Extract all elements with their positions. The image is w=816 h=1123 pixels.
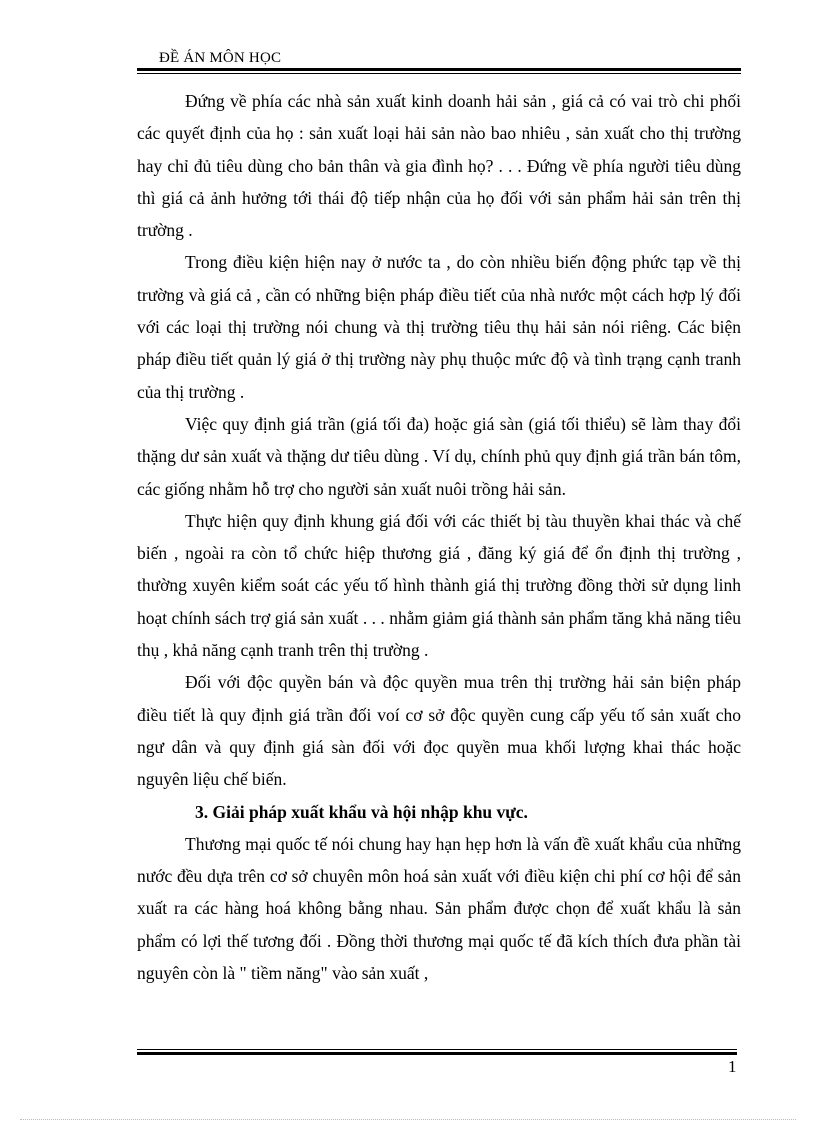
section-paragraph: Thương mại quốc tế nói chung hay hạn hẹp hơn là vấn đề xuất khẩu của những nước đều dựa trên cơ sở chuyên môn hoá sản xuất với điều kiện chi phí cơ hội để sản xuất ra các hàng hoá không bằng nhau. Sản phẩm được chọn để xuất khẩu là sản phẩm có lợi thế tương đối . Đồng thời thương mại quốc tế đã kích thích đưa phần tài nguyên còn là " tiềm năng" vào sản xuất ,: [137, 833, 741, 984]
header-rule-thick: [137, 68, 741, 71]
page-header-title: ĐỀ ÁN MÔN HỌC: [159, 50, 282, 66]
paragraph-3: Việc quy định giá trần (giá tối đa) hoặc giá sàn (giá tối thiểu) sẽ làm thay đổi thặng dư sản xuất và thặng dư tiêu dùng . Ví dụ, chính phủ quy định giá trần bán tôm, các giống nhằm hỗ trợ cho người sản xuất nuôi trồng hải sản.: [137, 413, 741, 499]
paragraph-1: Đứng về phía các nhà sản xuất kinh doanh hải sản , giá cả có vai trò chi phối các quyết định của họ : sản xuất loại hải sản nào bao nhiêu , sản xuất cho thị trường hay chỉ đủ tiêu dùng cho bản thân và gia đình họ? . . . Đứng về phía người tiêu dùng thì giá cả ảnh hưởng tới thái độ tiếp nhận của họ đối với sản phẩm hải sản trên thị trường .: [137, 91, 741, 241]
page-number: 1: [728, 1057, 737, 1076]
page-edge-divider: [20, 1119, 796, 1120]
paragraph-4: Thực hiện quy định khung giá đối với các thiết bị tàu thuyền khai thác và chế biến , ngoài ra còn tổ chức hiệp thương giá , đăng ký giá để ổn định thị trường , thường xuyên kiểm soát các yếu tố hình thành giá thị trường đồng thời sử dụng linh hoạt chính sách trợ giá sản xuất . . . nhằm giảm giá thành sản phẩm tăng khả năng tiêu thụ , khả năng cạnh tranh trên thị trường .: [137, 510, 741, 661]
section-heading: 3. Giải pháp xuất khẩu và hội nhập khu vực.: [195, 801, 528, 822]
paragraph-2: Trong điều kiện hiện nay ở nước ta , do còn nhiều biến động phức tạp về thị trường và giá cả , cần có những biện pháp điều tiết của nhà nước một cách hợp lý đối với các loại thị trường nói chung và thị trường tiêu thụ hải sản nói riêng. Các biện pháp điều tiết quản lý giá ở thị trường này phụ thuộc mức độ và tình trạng cạnh tranh của thị trường .: [137, 252, 741, 402]
footer-rule-thick: [137, 1052, 737, 1055]
header-rule-thin: [137, 73, 741, 74]
footer-rule-thin: [137, 1049, 737, 1050]
paragraph-5: Đối với độc quyền bán và độc quyền mua trên thị trường hải sản biện pháp điều tiết là quy định giá trần đối voí cơ sở độc quyền cung cấp yếu tố sản xuất cho ngư dân và quy định giá sàn đối với đọc quyền mua khối lượng khai thác hoặc nguyên liệu chế biến.: [137, 672, 741, 790]
document-body: [137, 85, 741, 989]
